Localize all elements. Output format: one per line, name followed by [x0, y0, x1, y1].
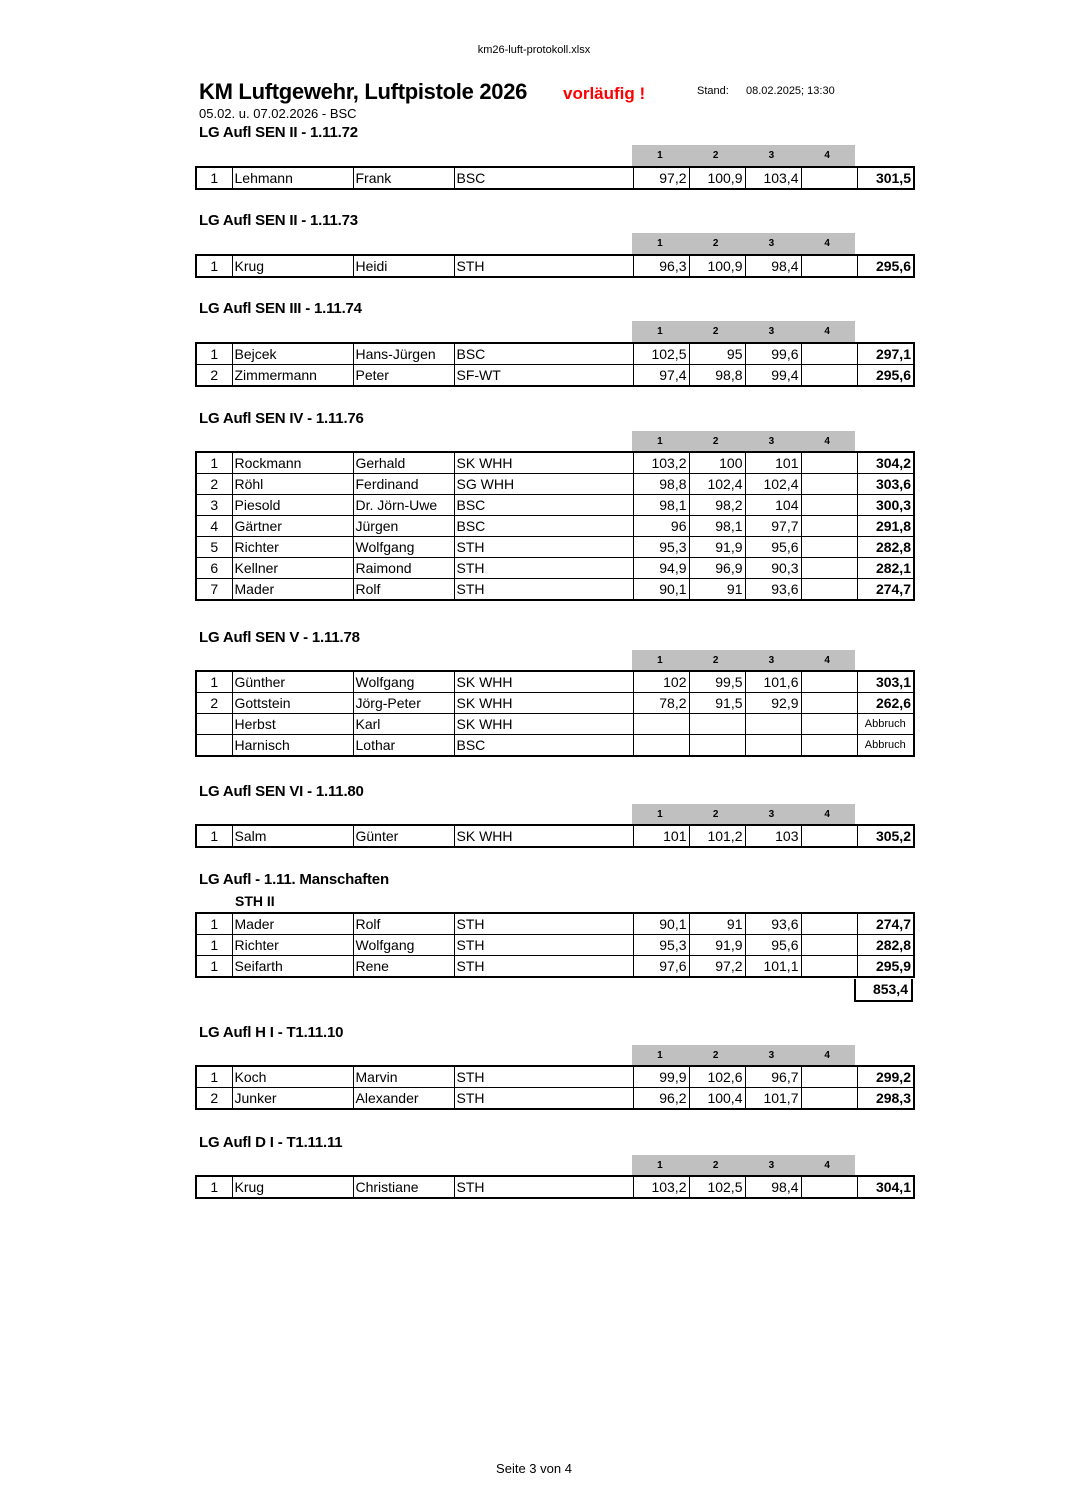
table-row	[196, 671, 914, 693]
series-header-cell: 3	[768, 436, 775, 447]
last-name-cell: Koch	[232, 1066, 353, 1088]
series-1-cell: 103,2	[633, 1176, 689, 1198]
rank-cell: 2	[196, 1088, 232, 1110]
first-name-cell: Marvin	[353, 1066, 454, 1088]
total-cell: 295,6	[857, 365, 914, 387]
rank-cell: 1	[196, 956, 232, 978]
series-1-cell: 102,5	[633, 343, 689, 365]
team-name: STH II	[235, 893, 275, 909]
last-name-cell: Kellner	[232, 558, 353, 579]
first-name-cell: Jörg-Peter	[353, 693, 454, 714]
total-cell: 282,8	[857, 935, 914, 956]
last-name-cell: Krug	[232, 255, 353, 277]
series-1-cell: 98,8	[633, 474, 689, 495]
series-2-cell: 96,9	[689, 558, 745, 579]
first-name-cell: Heidi	[353, 255, 454, 277]
last-name-cell: Seifarth	[232, 956, 353, 978]
results-table	[195, 1065, 915, 1110]
series-3-cell: 104	[745, 495, 801, 516]
series-4-cell	[801, 452, 857, 474]
event-date-subtitle: 05.02. u. 07.02.2026 - BSC	[199, 106, 357, 121]
series-1-cell: 97,2	[633, 167, 689, 189]
series-header-cell: 2	[712, 655, 719, 666]
table-row	[196, 516, 914, 537]
series-4-cell	[801, 956, 857, 978]
series-1-cell: 90,1	[633, 913, 689, 935]
section-title: LG Aufl SEN VI - 1.11.80	[199, 783, 364, 800]
club-cell: STH	[454, 537, 633, 558]
series-header	[632, 145, 855, 166]
rank-cell: 2	[196, 474, 232, 495]
club-cell: BSC	[454, 495, 633, 516]
total-cell: 295,6	[857, 255, 914, 277]
series-header-cell: 4	[824, 1050, 830, 1061]
series-header	[632, 1045, 855, 1066]
series-4-cell	[801, 671, 857, 693]
first-name-cell: Gerhald	[353, 452, 454, 474]
club-cell: SG WHH	[454, 474, 633, 495]
total-cell: 304,1	[857, 1176, 914, 1198]
series-2-cell: 98,8	[689, 365, 745, 387]
total-cell: 262,6	[857, 693, 914, 714]
series-4-cell	[801, 935, 857, 956]
results-table	[195, 451, 915, 601]
series-3-cell: 101,6	[745, 671, 801, 693]
rank-cell: 1	[196, 343, 232, 365]
series-1-cell	[633, 735, 689, 757]
rank-cell: 1	[196, 671, 232, 693]
section-title: LG Aufl SEN IV - 1.11.76	[199, 410, 364, 427]
total-cell: 274,7	[857, 913, 914, 935]
series-3-cell: 96,7	[745, 1066, 801, 1088]
first-name-cell: Wolfgang	[353, 537, 454, 558]
series-header-cell: 1	[657, 238, 663, 249]
series-3-cell: 90,3	[745, 558, 801, 579]
series-3-cell: 93,6	[745, 913, 801, 935]
series-3-cell: 102,4	[745, 474, 801, 495]
first-name-cell: Karl	[353, 714, 454, 735]
series-header	[632, 431, 855, 452]
club-cell: STH	[454, 255, 633, 277]
series-3-cell: 103,4	[745, 167, 801, 189]
series-1-cell: 94,9	[633, 558, 689, 579]
club-cell: SK WHH	[454, 825, 633, 847]
series-header-cell: 3	[768, 326, 775, 337]
club-cell: STH	[454, 558, 633, 579]
club-cell: SK WHH	[454, 693, 633, 714]
club-cell: SF-WT	[454, 365, 633, 387]
last-name-cell: Röhl	[232, 474, 353, 495]
results-table	[195, 824, 915, 848]
rank-cell: 1	[196, 913, 232, 935]
total-cell: 274,7	[857, 579, 914, 601]
rank-cell: 1	[196, 167, 232, 189]
table-row	[196, 343, 914, 365]
stand-value: 08.02.2025; 13:30	[746, 85, 835, 97]
total-cell: 303,1	[857, 671, 914, 693]
series-3-cell: 95,6	[745, 935, 801, 956]
first-name-cell: Alexander	[353, 1088, 454, 1110]
first-name-cell: Raimond	[353, 558, 454, 579]
series-1-cell: 101	[633, 825, 689, 847]
series-3-cell: 103	[745, 825, 801, 847]
rank-cell: 1	[196, 1066, 232, 1088]
table-row	[196, 1176, 914, 1198]
series-1-cell: 95,3	[633, 935, 689, 956]
series-header-cell: 3	[768, 1050, 775, 1061]
section-title: LG Aufl D I - T1.11.11	[199, 1134, 343, 1151]
rank-cell: 7	[196, 579, 232, 601]
results-table	[195, 342, 915, 387]
series-2-cell: 98,2	[689, 495, 745, 516]
series-header-cell: 3	[768, 1160, 775, 1171]
series-header-cell: 4	[824, 809, 830, 820]
series-4-cell	[801, 1066, 857, 1088]
series-2-cell: 102,5	[689, 1176, 745, 1198]
series-4-cell	[801, 1176, 857, 1198]
series-4-cell	[801, 516, 857, 537]
series-2-cell: 100,9	[689, 255, 745, 277]
series-header-cell: 1	[657, 1050, 663, 1061]
first-name-cell: Peter	[353, 365, 454, 387]
total-cell: 304,2	[857, 452, 914, 474]
section-title: LG Aufl SEN II - 1.11.72	[199, 124, 358, 141]
series-2-cell: 91,9	[689, 537, 745, 558]
last-name-cell: Günther	[232, 671, 353, 693]
series-header-cell: 4	[824, 1160, 830, 1171]
last-name-cell: Richter	[232, 935, 353, 956]
series-4-cell	[801, 343, 857, 365]
table-row	[196, 558, 914, 579]
first-name-cell: Jürgen	[353, 516, 454, 537]
last-name-cell: Piesold	[232, 495, 353, 516]
series-2-cell: 91,9	[689, 935, 745, 956]
first-name-cell: Christiane	[353, 1176, 454, 1198]
last-name-cell: Bejcek	[232, 343, 353, 365]
series-4-cell	[801, 579, 857, 601]
results-table	[195, 1175, 915, 1199]
series-2-cell: 98,1	[689, 516, 745, 537]
total-cell: 282,8	[857, 537, 914, 558]
series-4-cell	[801, 365, 857, 387]
series-4-cell	[801, 714, 857, 735]
last-name-cell: Krug	[232, 1176, 353, 1198]
table-row	[196, 825, 914, 847]
series-2-cell: 97,2	[689, 956, 745, 978]
table-row	[196, 167, 914, 189]
series-4-cell	[801, 825, 857, 847]
series-4-cell	[801, 693, 857, 714]
table-row	[196, 537, 914, 558]
series-3-cell: 99,6	[745, 343, 801, 365]
total-cell: 291,8	[857, 516, 914, 537]
series-1-cell: 103,2	[633, 452, 689, 474]
section-title: LG Aufl SEN III - 1.11.74	[199, 300, 362, 317]
table-row	[196, 956, 914, 978]
table-row	[196, 735, 914, 757]
series-header	[632, 650, 855, 671]
first-name-cell: Wolfgang	[353, 671, 454, 693]
series-header-cell: 4	[824, 238, 830, 249]
club-cell: STH	[454, 935, 633, 956]
club-cell: STH	[454, 579, 633, 601]
series-header-cell: 2	[712, 150, 719, 161]
series-header-cell: 2	[712, 436, 719, 447]
table-row	[196, 693, 914, 714]
results-table	[195, 166, 915, 190]
series-header-cell: 1	[657, 809, 663, 820]
results-table	[195, 912, 915, 978]
series-4-cell	[801, 537, 857, 558]
total-cell: 303,6	[857, 474, 914, 495]
series-1-cell: 97,6	[633, 956, 689, 978]
series-2-cell: 100,4	[689, 1088, 745, 1110]
series-3-cell: 93,6	[745, 579, 801, 601]
club-cell: STH	[454, 1066, 633, 1088]
last-name-cell: Mader	[232, 913, 353, 935]
total-cell: 300,3	[857, 495, 914, 516]
first-name-cell: Günter	[353, 825, 454, 847]
series-1-cell: 95,3	[633, 537, 689, 558]
total-cell: 305,2	[857, 825, 914, 847]
rank-cell: 1	[196, 452, 232, 474]
club-cell: SK WHH	[454, 714, 633, 735]
table-row	[196, 255, 914, 277]
series-1-cell: 96	[633, 516, 689, 537]
last-name-cell: Herbst	[232, 714, 353, 735]
series-1-cell: 98,1	[633, 495, 689, 516]
series-1-cell: 102	[633, 671, 689, 693]
first-name-cell: Rolf	[353, 579, 454, 601]
results-table	[195, 254, 915, 278]
last-name-cell: Junker	[232, 1088, 353, 1110]
series-header-cell: 3	[768, 150, 775, 161]
rank-cell: 5	[196, 537, 232, 558]
series-3-cell	[745, 735, 801, 757]
section-title: LG Aufl - 1.11. Manschaften	[199, 871, 389, 888]
series-2-cell: 102,6	[689, 1066, 745, 1088]
series-3-cell: 92,9	[745, 693, 801, 714]
first-name-cell: Frank	[353, 167, 454, 189]
series-3-cell: 98,4	[745, 1176, 801, 1198]
total-cell: Abbruch	[857, 735, 914, 757]
series-header	[632, 233, 855, 254]
series-header-cell: 4	[824, 436, 830, 447]
series-1-cell: 96,2	[633, 1088, 689, 1110]
series-header-cell: 1	[657, 436, 663, 447]
last-name-cell: Richter	[232, 537, 353, 558]
series-header-cell: 1	[657, 326, 663, 337]
series-header-cell: 4	[824, 655, 830, 666]
total-cell: 301,5	[857, 167, 914, 189]
series-4-cell	[801, 167, 857, 189]
series-3-cell: 99,4	[745, 365, 801, 387]
series-1-cell: 78,2	[633, 693, 689, 714]
series-2-cell	[689, 714, 745, 735]
series-header	[632, 1155, 855, 1176]
first-name-cell: Rolf	[353, 913, 454, 935]
first-name-cell: Hans-Jürgen	[353, 343, 454, 365]
section-title: LG Aufl H I - T1.11.10	[199, 1024, 344, 1041]
club-cell: BSC	[454, 735, 633, 757]
series-2-cell: 100,9	[689, 167, 745, 189]
series-2-cell: 91	[689, 579, 745, 601]
series-1-cell: 97,4	[633, 365, 689, 387]
series-2-cell: 100	[689, 452, 745, 474]
club-cell: BSC	[454, 516, 633, 537]
rank-cell: 6	[196, 558, 232, 579]
table-row	[196, 714, 914, 735]
series-4-cell	[801, 913, 857, 935]
table-row	[196, 1066, 914, 1088]
results-table	[195, 670, 915, 757]
page-footer: Seite 3 von 4	[496, 1461, 572, 1476]
series-1-cell	[633, 714, 689, 735]
first-name-cell: Wolfgang	[353, 935, 454, 956]
table-row	[196, 495, 914, 516]
rank-cell: 3	[196, 495, 232, 516]
series-2-cell: 99,5	[689, 671, 745, 693]
series-4-cell	[801, 474, 857, 495]
rank-cell: 2	[196, 365, 232, 387]
series-3-cell: 101,1	[745, 956, 801, 978]
series-header-cell: 3	[768, 238, 775, 249]
series-2-cell: 101,2	[689, 825, 745, 847]
series-1-cell: 90,1	[633, 579, 689, 601]
section-title: LG Aufl SEN V - 1.11.78	[199, 629, 360, 646]
last-name-cell: Mader	[232, 579, 353, 601]
table-row	[196, 474, 914, 495]
last-name-cell: Lehmann	[232, 167, 353, 189]
section-title: LG Aufl SEN II - 1.11.73	[199, 212, 358, 229]
rank-cell: 1	[196, 1176, 232, 1198]
last-name-cell: Gärtner	[232, 516, 353, 537]
series-3-cell: 95,6	[745, 537, 801, 558]
series-header-cell: 2	[712, 238, 719, 249]
club-cell: SK WHH	[454, 452, 633, 474]
series-4-cell	[801, 558, 857, 579]
first-name-cell: Ferdinand	[353, 474, 454, 495]
first-name-cell: Lothar	[353, 735, 454, 757]
total-cell: 297,1	[857, 343, 914, 365]
last-name-cell: Rockmann	[232, 452, 353, 474]
first-name-cell: Rene	[353, 956, 454, 978]
page-title: KM Luftgewehr, Luftpistole 2026	[199, 79, 528, 104]
table-row	[196, 579, 914, 601]
series-header-cell: 2	[712, 1160, 719, 1171]
series-header-cell: 2	[712, 1050, 719, 1061]
series-4-cell	[801, 255, 857, 277]
club-cell: STH	[454, 913, 633, 935]
series-header	[632, 804, 855, 825]
total-cell: 299,2	[857, 1066, 914, 1088]
series-header	[632, 321, 855, 342]
rank-cell: 2	[196, 693, 232, 714]
table-row	[196, 935, 914, 956]
rank-cell: 1	[196, 935, 232, 956]
series-header-cell: 4	[824, 150, 830, 161]
series-4-cell	[801, 1088, 857, 1110]
series-3-cell: 101	[745, 452, 801, 474]
series-2-cell: 95	[689, 343, 745, 365]
last-name-cell: Salm	[232, 825, 353, 847]
rank-cell: 4	[196, 516, 232, 537]
file-name-header: km26-luft-protokoll.xlsx	[477, 44, 591, 56]
series-4-cell	[801, 735, 857, 757]
series-3-cell: 98,4	[745, 255, 801, 277]
series-header-cell: 1	[657, 1160, 663, 1171]
club-cell: STH	[454, 1176, 633, 1198]
series-2-cell	[689, 735, 745, 757]
series-1-cell: 99,9	[633, 1066, 689, 1088]
table-row	[196, 913, 914, 935]
series-3-cell: 97,7	[745, 516, 801, 537]
series-header-cell: 3	[768, 809, 775, 820]
series-2-cell: 91	[689, 913, 745, 935]
table-row	[196, 452, 914, 474]
team-total: 853,4	[854, 979, 913, 1002]
series-2-cell: 91,5	[689, 693, 745, 714]
club-cell: STH	[454, 956, 633, 978]
series-1-cell: 96,3	[633, 255, 689, 277]
series-header-cell: 1	[657, 150, 663, 161]
series-3-cell: 101,7	[745, 1088, 801, 1110]
club-cell: BSC	[454, 167, 633, 189]
series-3-cell	[745, 714, 801, 735]
table-row	[196, 1088, 914, 1110]
total-cell: 295,9	[857, 956, 914, 978]
series-header-cell: 3	[768, 655, 775, 666]
rank-cell: 1	[196, 255, 232, 277]
preliminary-badge: vorläufig !	[563, 84, 646, 103]
series-header-cell: 2	[712, 326, 719, 337]
last-name-cell: Harnisch	[232, 735, 353, 757]
total-cell: Abbruch	[857, 714, 914, 735]
stand-label: Stand:	[697, 85, 729, 97]
last-name-cell: Gottstein	[232, 693, 353, 714]
series-2-cell: 102,4	[689, 474, 745, 495]
series-4-cell	[801, 495, 857, 516]
club-cell: BSC	[454, 343, 633, 365]
rank-cell	[196, 735, 232, 757]
first-name-cell: Dr. Jörn-Uwe	[353, 495, 454, 516]
rank-cell	[196, 714, 232, 735]
total-cell: 282,1	[857, 558, 914, 579]
last-name-cell: Zimmermann	[232, 365, 353, 387]
series-header-cell: 1	[657, 655, 663, 666]
series-header-cell: 4	[824, 326, 830, 337]
club-cell: STH	[454, 1088, 633, 1110]
series-header-cell: 2	[712, 809, 719, 820]
table-row	[196, 365, 914, 387]
club-cell: SK WHH	[454, 671, 633, 693]
total-cell: 298,3	[857, 1088, 914, 1110]
rank-cell: 1	[196, 825, 232, 847]
